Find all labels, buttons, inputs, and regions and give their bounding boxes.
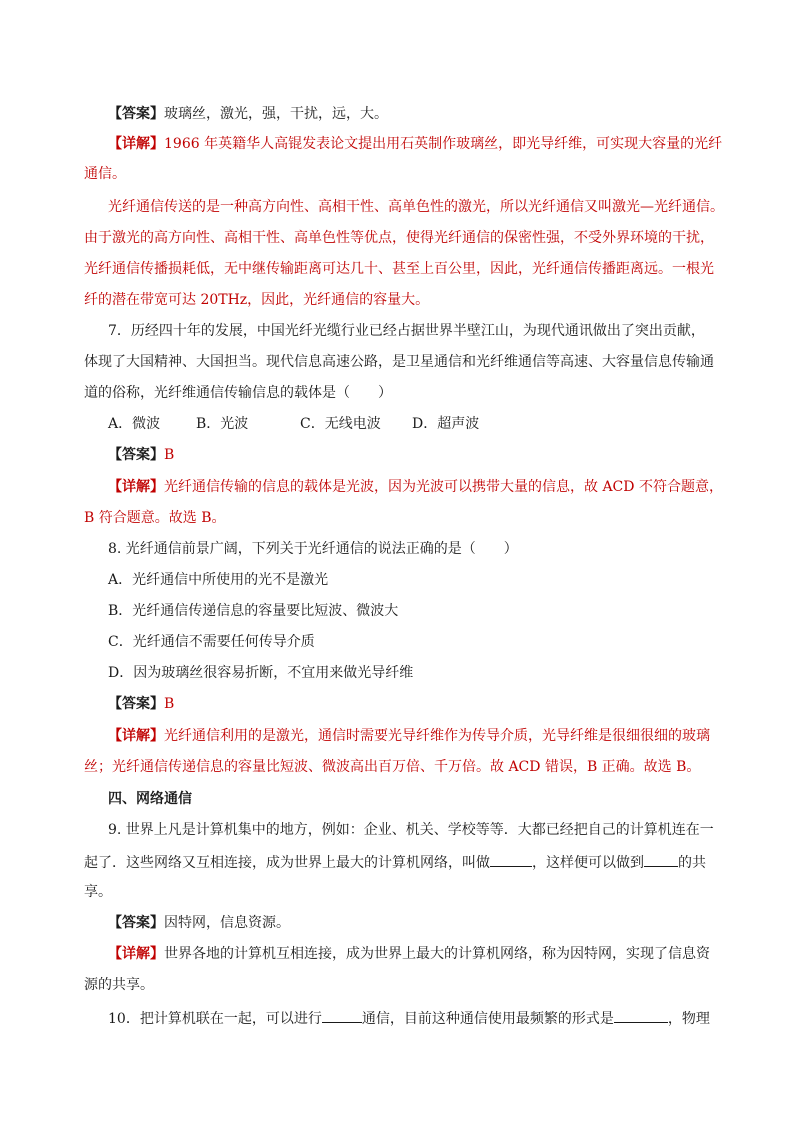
question-7-line-1 <box>108 321 709 341</box>
question-9-line-3 <box>84 882 709 902</box>
option-b <box>108 601 709 621</box>
option-a: A．微波 <box>108 416 161 432</box>
answer-1 <box>108 104 709 124</box>
option-text: A．光纤通信中所使用的光不是激光 <box>108 572 329 588</box>
paragraph-line <box>108 197 724 217</box>
detail-text: 光纤通信传输的信息的载体是光波，因为光波可以携带大量的信息，故 ACD 不符合题意， <box>164 479 723 495</box>
detail-text: 丝；光纤通信传递信息的容量比短波、微波高出百万倍、千万倍。故 ACD 错误，B 正确。故选 B。 <box>84 759 701 775</box>
option-text: C．光纤通信不需要任何传导介质 <box>108 634 315 650</box>
detail-text: 源的共享。 <box>84 977 154 993</box>
detail-text: 通信。 <box>84 166 126 182</box>
option-d <box>108 663 709 683</box>
detail-1-line-2 <box>84 164 709 184</box>
detail-9-line-2 <box>84 975 709 995</box>
answer-8 <box>108 694 709 714</box>
answer-9 <box>108 913 709 933</box>
detail-label: 【详解】 <box>108 728 164 744</box>
question-7-line-2 <box>84 352 714 372</box>
fill-blank[interactable] <box>614 1007 668 1023</box>
paragraph-text: 光纤通信传送的是一种高方向性、高相干性、高单色性的激光，所以光纤通信又叫激光—光纤通信。 <box>108 199 724 215</box>
answer-label: 【答案】 <box>108 447 164 463</box>
detail-label: 【详解】 <box>108 946 164 962</box>
detail-7-line-2 <box>84 508 709 528</box>
fill-blank[interactable] <box>644 851 678 867</box>
detail-text: 世界各地的计算机互相连接，成为世界上最大的计算机网络，称为因特网，实现了信息资 <box>164 946 710 962</box>
fill-blank[interactable] <box>490 851 532 867</box>
option-text: D．因为玻璃丝很容易折断，不宜用来做光导纤维 <box>108 665 414 681</box>
fill-blank[interactable] <box>322 1007 362 1023</box>
detail-label: 【详解】 <box>108 136 164 152</box>
question-text: 9. 世界上凡是计算机集中的地方，例如：企业、机关、学校等等．大都已经把自己的计算机连在一 <box>108 822 714 838</box>
question-9-line-2 <box>84 851 709 871</box>
option-c: C．无线电波 <box>300 416 381 432</box>
question-text: 10．把计算机联在一起，可以进行 <box>108 1011 322 1027</box>
detail-8-line-2 <box>84 757 709 777</box>
detail-text: 1966 年英籍华人高锟发表论文提出用石英制作玻璃丝，即光导纤维，可实现大容量的光纤 <box>164 136 723 152</box>
question-text: ，物理 <box>667 1011 710 1027</box>
question-8-stem <box>108 539 709 559</box>
answer-7 <box>108 445 709 465</box>
answer-text: B <box>164 696 175 712</box>
question-text: 享。 <box>84 884 112 900</box>
question-text: 起了．这些网络又互相连接，成为世界上最大的计算机网络，叫做 <box>84 855 490 871</box>
answer-label: 【答案】 <box>108 915 164 931</box>
detail-7-line-1 <box>108 477 723 497</box>
option-c <box>108 632 709 652</box>
paragraph-line <box>84 228 714 248</box>
detail-text: B 符合题意。故选 B。 <box>84 510 226 526</box>
answer-text: B <box>164 447 175 463</box>
paragraph-line <box>84 290 709 310</box>
question-7-line-3 <box>84 383 709 403</box>
question-text: 道的俗称，光纤维通信传输信息的载体是（ ） <box>84 385 392 401</box>
paragraph-text: 由于激光的高方向性、高相干性、高单色性等优点，使得光纤通信的保密性强，不受外界环境的干扰， <box>84 230 714 246</box>
question-text: 的共 <box>678 855 706 871</box>
question-text: 8. 光纤通信前景广阔，下列关于光纤通信的说法正确的是（ ） <box>108 541 518 557</box>
question-text: ，这样便可以做到 <box>532 855 644 871</box>
answer-label: 【答案】 <box>108 696 164 712</box>
section-heading <box>108 789 709 809</box>
question-text: 体现了大国精神、大国担当。现代信息高速公路，是卫星通信和光纤维通信等高速、大容量信息传输通 <box>84 354 714 370</box>
answer-label: 【答案】 <box>108 106 164 122</box>
question-7-options <box>108 414 709 434</box>
answer-text: 玻璃丝，激光，强，干扰，远，大。 <box>164 106 388 122</box>
detail-text: 光纤通信利用的是激光，通信时需要光导纤维作为传导介质，光导纤维是很细很细的玻璃 <box>164 728 710 744</box>
option-text: B．光纤通信传递信息的容量要比短波、微波大 <box>108 603 399 619</box>
paragraph-text: 纤的潜在带宽可达 20THz，因此，光纤通信的容量大。 <box>84 292 430 308</box>
detail-8-line-1 <box>108 726 709 746</box>
question-9-line-1 <box>108 820 714 840</box>
detail-9-line-1 <box>108 944 709 964</box>
paragraph-text: 光纤通信传播损耗低，无中继传输距离可达几十、甚至上百公里，因此，光纤通信传播距离远。一根光 <box>84 261 714 277</box>
question-text: 通信，目前这种通信使用最频繁的形式是 <box>361 1011 614 1027</box>
option-d: D．超声波 <box>412 416 480 432</box>
detail-label: 【详解】 <box>108 479 164 495</box>
question-10-line-1 <box>108 1007 709 1027</box>
question-text: 7．历经四十年的发展，中国光纤光缆行业已经占据世界半壁江山，为现代通讯做出了突出贡献， <box>108 323 705 339</box>
section-title: 四、网络通信 <box>108 791 192 807</box>
option-b: B．光波 <box>196 416 249 432</box>
option-a <box>108 570 709 590</box>
detail-1-line-1 <box>108 134 723 154</box>
answer-text: 因特网，信息资源。 <box>164 915 290 931</box>
paragraph-line <box>84 259 714 279</box>
